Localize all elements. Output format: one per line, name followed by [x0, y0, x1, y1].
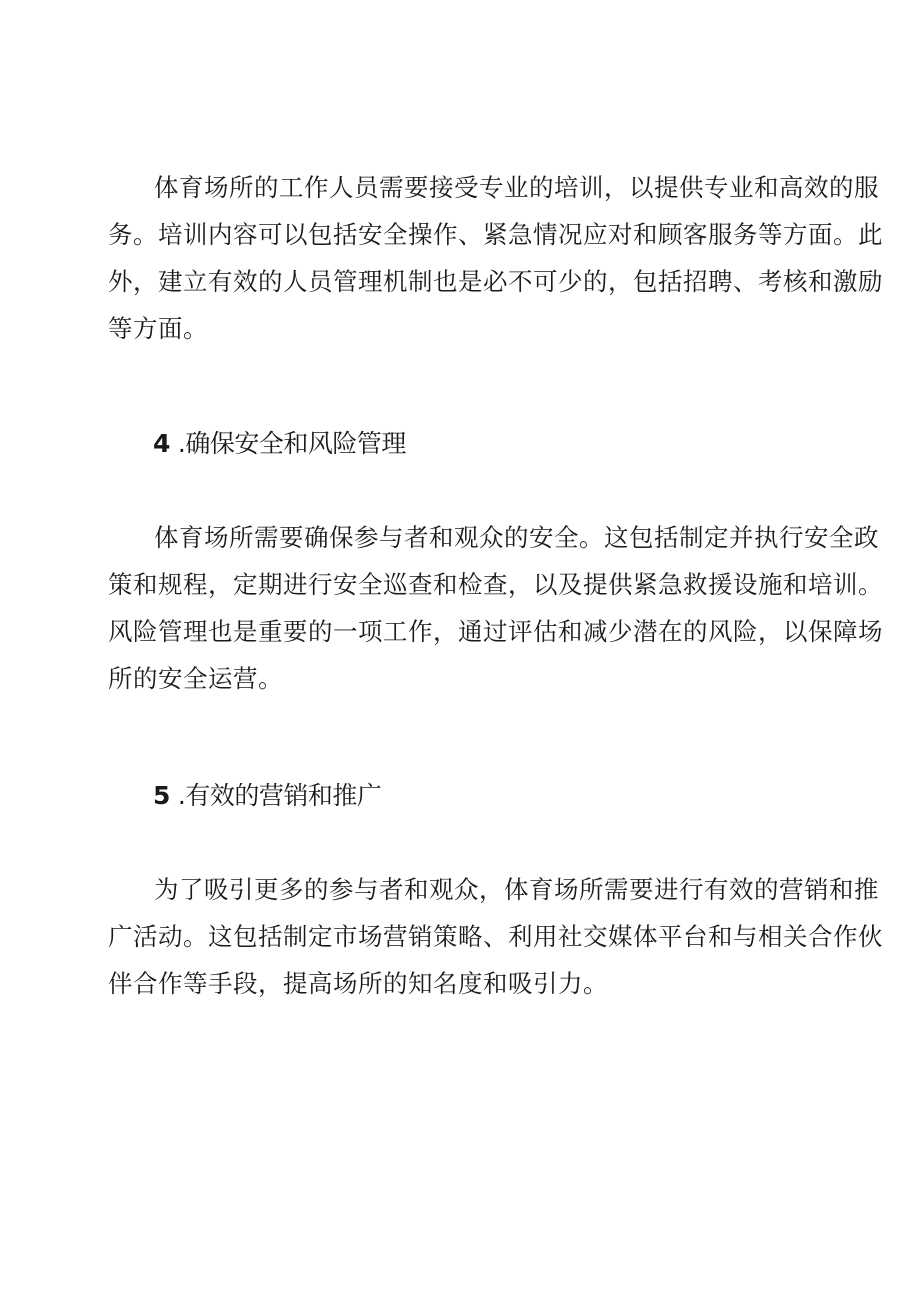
section-5-paragraph [108, 866, 883, 1007]
paragraph-line: 等方面。 [108, 314, 208, 343]
paragraph-line: 为了吸引更多的参与者和观众，体育场所需要进行有效的营销和推 [154, 875, 879, 904]
section-5-heading [153, 779, 381, 813]
paragraph-line: 风险管理也是重要的一项工作，通过评估和减少潜在的风险，以保障场 [108, 617, 883, 646]
paragraph-line: 体育场所需要确保参与者和观众的安全。这包括制定并执行安全政 [154, 523, 879, 552]
paragraph-line: 外，建立有效的人员管理机制也是必不可少的，包括招聘、考核和激励 [108, 267, 883, 296]
section-4-title: .确保安全和风险管理 [177, 429, 406, 458]
section-4-number: 4 [153, 429, 170, 458]
paragraph-line: 广活动。这包括制定市场营销策略、利用社交媒体平台和与相关合作伙 [108, 922, 883, 951]
paragraph-line: 策和规程，定期进行安全巡查和检查，以及提供紧急救援设施和培训。 [108, 570, 883, 599]
paragraph-line: 所的安全运营。 [108, 664, 283, 693]
section-4-heading [153, 427, 406, 461]
paragraph-line: 务。培训内容可以包括安全操作、紧急情况应对和顾客服务等方面。此 [108, 220, 883, 249]
section-4-paragraph [108, 514, 883, 702]
paragraph-line: 伴合作等手段，提高场所的知名度和吸引力。 [108, 969, 608, 998]
section-5-title: .有效的营销和推广 [177, 781, 382, 810]
paragraph-line: 体育场所的工作人员需要接受专业的培训，以提供专业和高效的服 [154, 173, 879, 202]
section-5-number: 5 [153, 781, 170, 810]
section-3-paragraph [108, 164, 883, 352]
